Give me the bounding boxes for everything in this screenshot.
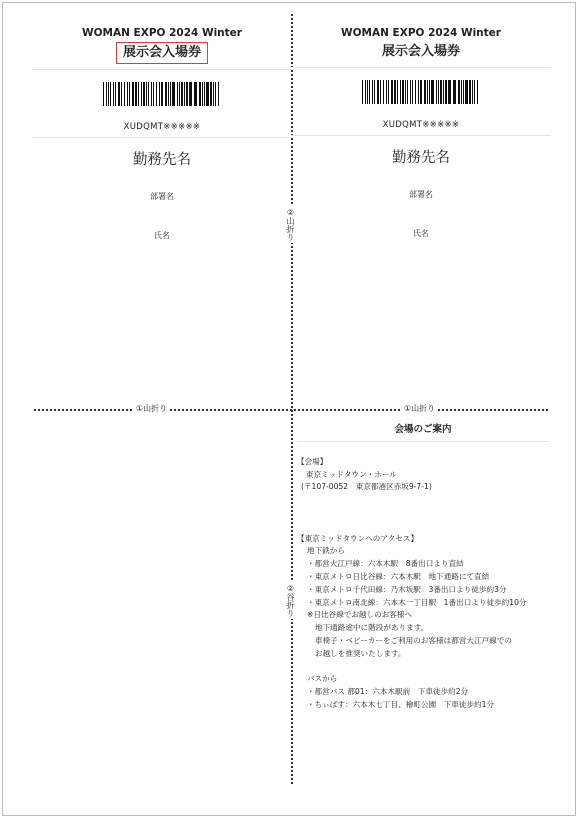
ticket-title-highlighted: 展示会入場券 — [116, 42, 208, 64]
divider — [291, 67, 551, 68]
venue-guide — [297, 424, 549, 712]
hibiya-note-line: お越しを推奨いたします。 — [315, 648, 406, 658]
divider — [32, 69, 292, 70]
company-name: 勤務先名 — [392, 150, 450, 166]
vertical-fold-line — [291, 14, 293, 784]
hibiya-note-line: 車椅子・ベビーカーをご利用のお客様は都営大江戸線での — [315, 635, 512, 645]
subway-line: ・東京メトロ日比谷線：六本木駅 地下通路にて直結 — [307, 571, 490, 581]
subway-heading: 地下鉄から — [307, 546, 345, 556]
fold-label-mountain-2: ②山折り — [286, 208, 295, 241]
venue-name: 東京ミッドタウン・ホール — [306, 469, 397, 479]
subway-line: ・東京メトロ千代田線：乃木坂駅 3番出口より徒歩約3分 — [307, 584, 507, 594]
access-heading: 【東京ミッドタウンへのアクセス】 — [297, 533, 419, 543]
fold-label-mountain-1-left: ①山折り — [136, 404, 168, 413]
ticket-left — [38, 22, 286, 241]
name-label: 氏名 — [154, 231, 170, 240]
ticket-right — [297, 22, 545, 239]
barcode — [362, 80, 480, 104]
subway-line: ・東京メトロ南北線：六本木一丁目駅 1番出口より徒歩約10分 — [307, 597, 527, 607]
divider — [297, 441, 549, 442]
ticket-code: XUDQMT※※※※※ — [382, 120, 460, 130]
event-name: WOMAN EXPO 2024 Winter — [82, 27, 242, 39]
divider — [32, 137, 292, 138]
ticket-title: 展示会入場券 — [381, 44, 460, 59]
event-name: WOMAN EXPO 2024 Winter — [341, 27, 501, 39]
bus-line: ・都営バス 都01：六本木駅前 下車徒歩約2分 — [307, 687, 469, 697]
guide-title: 会場のご案内 — [394, 424, 452, 435]
fold-label-valley-2: ②谷折り — [286, 584, 295, 617]
bus-heading: バスから — [307, 674, 338, 684]
subway-line: ・都営大江戸線：六本木駅 8番出口より直結 — [307, 559, 464, 569]
hibiya-note: ※日比谷線でお越しのお客様へ — [307, 610, 413, 620]
barcode — [103, 82, 221, 106]
department-label: 部署名 — [150, 192, 174, 201]
company-name: 勤務先名 — [133, 152, 191, 168]
fold-label-mountain-1-right: ①山折り — [404, 404, 436, 413]
name-label: 氏名 — [413, 229, 429, 238]
ticket-code: XUDQMT※※※※※ — [123, 122, 201, 132]
venue-heading: 【会場】 — [297, 456, 328, 466]
venue-address: (〒107-0052 東京都港区赤坂9-7-1) — [301, 482, 432, 492]
hibiya-note-line: 地下通路途中に階段があります。 — [315, 623, 429, 633]
department-label: 部署名 — [409, 190, 433, 199]
divider — [291, 135, 551, 136]
bus-line: ・ちぃばす：六本木七丁目、檜町公園 下車徒歩約1分 — [307, 699, 495, 709]
horizontal-fold-line — [34, 409, 548, 411]
